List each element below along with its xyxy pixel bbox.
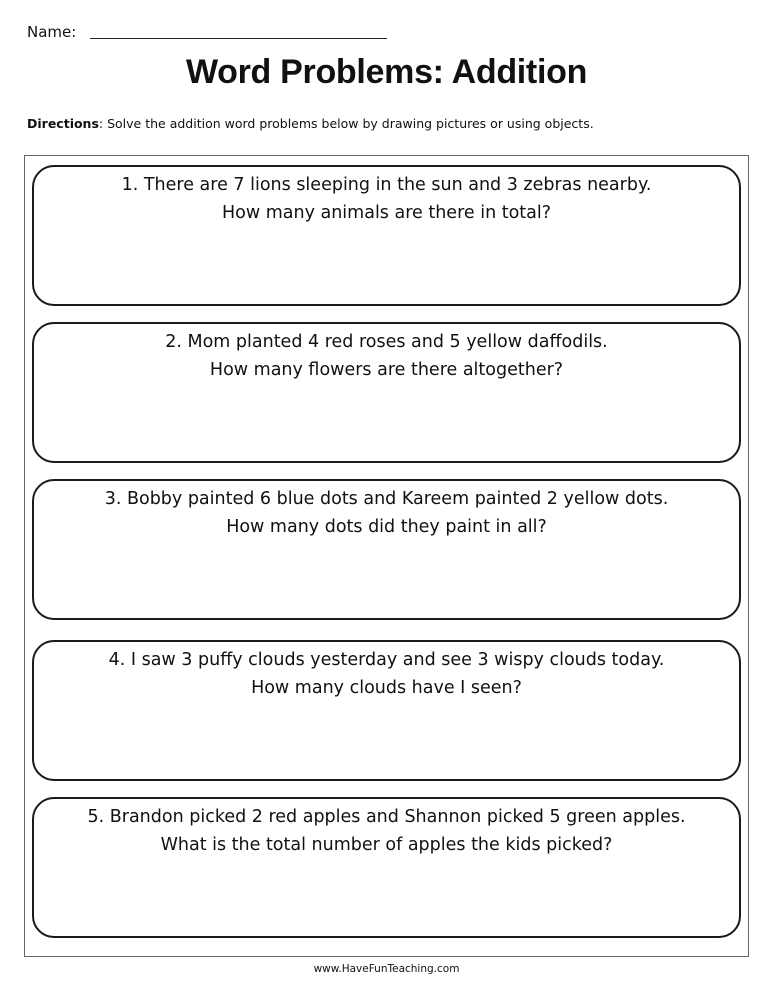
problem-5-sentence: 5. Brandon picked 2 red apples and Shannon picked 5 green apples. [87,807,686,827]
page-title: Word Problems: Addition [185,53,588,91]
problem-box-4 [32,640,741,781]
directions-label: Directions [27,116,99,131]
name-label: Name: [27,23,77,41]
problem-1-question: How many animals are there in total? [221,203,552,223]
problem-5-question: What is the total number of apples the kids picked? [160,835,613,855]
problem-3-question: How many dots did they paint in all? [226,517,547,537]
problem-2-question: How many flowers are there altogether? [209,360,564,380]
directions-text: : Solve the addition word problems below by drawing pictures or using objects. [98,116,594,131]
directions [27,115,747,133]
problem-4-question: How many clouds have I seen? [251,678,522,698]
problem-box-3 [32,479,741,620]
problem-2-sentence: 2. Mom planted 4 red roses and 5 yellow daffodils. [165,332,608,352]
problem-box-1 [32,165,741,306]
problem-3-sentence: 3. Bobby painted 6 blue dots and Kareem painted 2 yellow dots. [104,489,669,509]
problem-4-sentence: 4. I saw 3 puffy clouds yesterday and see 3 wispy clouds today. [108,650,665,670]
problem-box-2 [32,322,741,463]
problem-1-sentence: 1. There are 7 lions sleeping in the sun and 3 zebras nearby. [121,175,652,195]
problem-box-5 [32,797,741,938]
name-write-line [90,38,387,39]
footer-website: www.HaveFunTeaching.com [313,963,460,975]
